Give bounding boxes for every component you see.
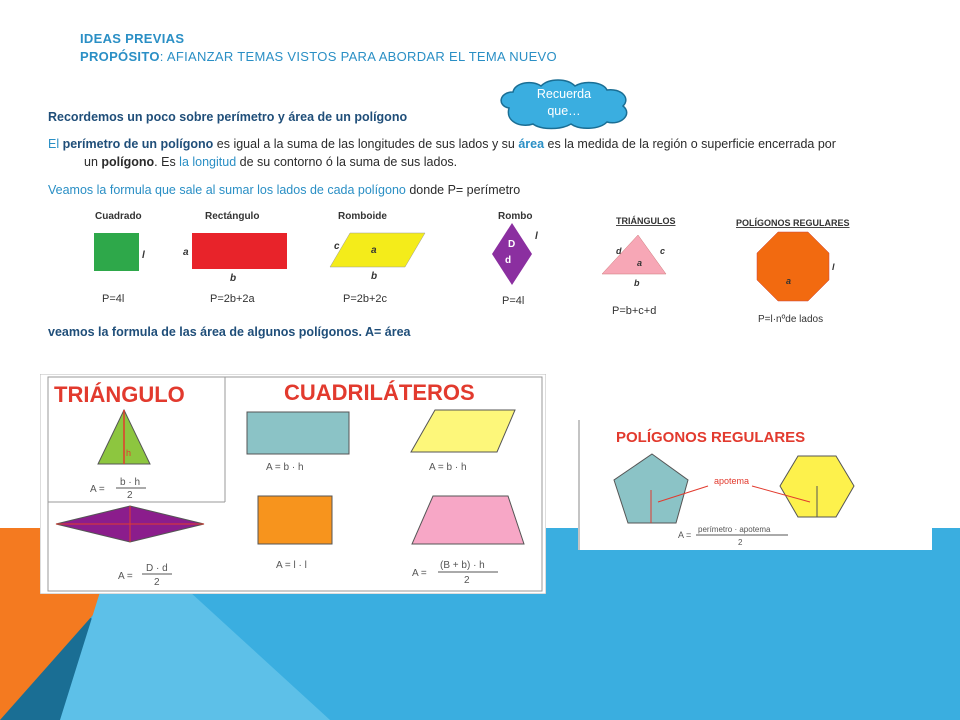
intro-paragraph-3: veamos la formula de las área de algunos polígonos. A= área [48,325,411,339]
callout-line2: que… [547,104,581,118]
triangulo-area-title: TRIÁNGULO [54,382,185,407]
callout-line1: Recuerda [536,87,592,101]
cuadrado-shape [94,233,139,271]
octagon-shape [757,232,829,301]
trapecio-formula-den: 2 [464,575,470,586]
rectangulo-shape [192,233,287,269]
rombo-formula-left: A = [118,571,133,582]
regular-polygons-formula-den: 2 [738,538,743,547]
trapecio-formula-num: (B + b) · h [440,560,485,571]
cuadrado-formula: P=4l [102,293,125,305]
poligonos-regulares-formula: P=l·nºde lados [758,314,824,325]
rombo-formula: P=4l [502,295,525,307]
paralelogramo-area-formula: A = b · h [429,462,467,473]
rombo-inner-D: D [508,239,516,250]
apotema-label: apotema [714,476,750,486]
triangulos-formula: P=b+c+d [612,305,657,317]
triangulo-h-label: h [126,448,132,458]
regular-polygons-title: POLÍGONOS REGULARES [616,429,806,446]
poligonos-regulares-title: POLÍGONOS REGULARES [736,218,850,228]
cuadrilateros-title: CUADRILÁTEROS [284,380,475,405]
triangulo-side-d: d [616,246,622,256]
rombo-shape [492,223,532,285]
rombo-inner-d: d [505,255,512,266]
slide-header [80,30,557,66]
cuadrado-area-formula: A = l · l [276,560,307,571]
romboide-title: Romboide [338,211,387,222]
regular-polygons-formula-left: A = [678,530,692,540]
triangulo-formula-left: A = [90,484,105,495]
romboide-side-c: c [334,241,340,252]
cuadrado-title: Cuadrado [95,211,142,222]
cloud-callout-text [495,86,633,120]
octagon-side-label: l [832,262,835,272]
rombo-formula-num: D · d [146,563,168,574]
intro-paragraph-1: El perímetro de un polígono es igual a la suma de las longitudes de sus lados y su área es la medida de la región o superficie encerrada por [48,137,836,151]
rectangulo-side-a: a [183,247,189,258]
regular-polygons-panel [578,420,932,550]
rombo-title: Rombo [498,211,533,222]
romboide-formula: P=2b+2c [343,293,388,305]
perimeter-figures-right [596,190,886,330]
triangulo-side-c: c [660,246,666,256]
rectangulo-side-b: b [230,273,237,284]
header-title: IDEAS PREVIAS [80,31,185,46]
triangulo-inner-a: a [637,258,643,268]
area-figures-panel [40,374,546,594]
intro-paragraph-1-cont: un polígono. Es la longitud de su contorno ó la suma de sus lados. [84,155,458,169]
octagon-inner-a: a [786,276,792,286]
intro-paragraph-2: Veamos la formula que sale al sumar los lados de cada polígono donde P= perímetro [48,183,521,197]
romboide-side-b: b [371,271,378,282]
cuadrado-side-label: l [142,250,145,261]
header-purpose: PROPÓSITO: AFIANZAR TEMAS VISTOS PARA ABORDAR EL TEMA NUEVO [80,49,557,64]
romboide-shape [330,233,425,267]
rectangulo-area-shape [247,412,349,454]
rombo-side-label: l [535,231,538,242]
rectangulo-area-formula: A = b · h [266,462,304,473]
perimeter-figures-strip [80,203,550,308]
triangulo-formula-den: 2 [127,490,133,501]
trapecio-formula-left: A = [412,568,427,579]
rectangulo-title: Rectángulo [205,211,260,222]
triangulo-formula-num: b · h [120,477,141,488]
regular-polygons-formula-num: perímetro · apotema [698,525,771,534]
cuadrado-area-shape [258,496,332,544]
romboide-inner-a: a [371,245,377,256]
triangulo-side-b: b [634,278,640,288]
rectangulo-formula: P=2b+2a [210,293,255,305]
rombo-formula-den: 2 [154,577,160,588]
triangulos-title: TRIÁNGULOS [616,216,676,226]
intro-title: Recordemos un poco sobre perímetro y área de un polígono [48,110,408,124]
